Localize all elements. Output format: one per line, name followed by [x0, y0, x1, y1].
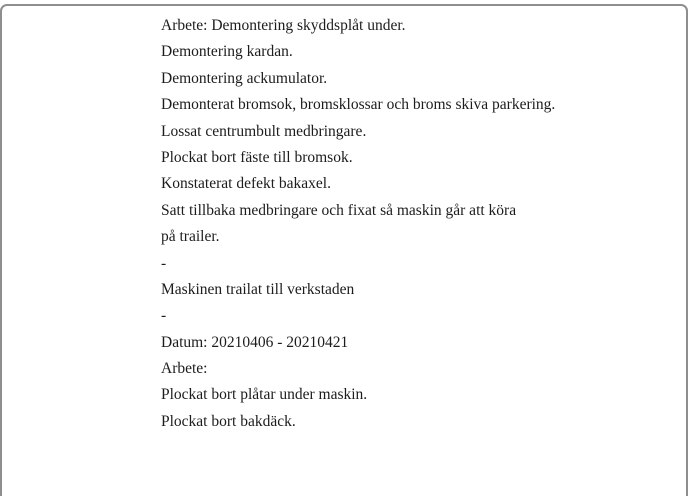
- log-line: Demonterat bromsok, bromsklossar och broms skiva parkering.: [161, 96, 556, 114]
- separator-dash: -: [161, 254, 167, 272]
- log-line: Plockat bort bakdäck.: [161, 412, 296, 430]
- log-line: Satt tillbaka medbringare och fixat så maskin går att köra: [161, 201, 517, 219]
- log-line: Lossat centrumbult medbringare.: [161, 122, 367, 140]
- log-line: Plockat bort plåtar under maskin.: [161, 386, 368, 404]
- date-line: Datum: 20210406 - 20210421: [161, 333, 349, 351]
- log-line: Demontering kardan.: [161, 43, 293, 61]
- log-line: Arbete:: [161, 360, 208, 378]
- log-line: Maskinen trailat till verkstaden: [161, 280, 355, 298]
- log-line: Plockat bort fäste till bromsok.: [161, 148, 353, 166]
- work-log-text: [161, 13, 555, 435]
- log-line: Demontering ackumulator.: [161, 69, 328, 87]
- log-line: på trailer.: [161, 228, 220, 246]
- separator-dash: -: [161, 307, 167, 325]
- log-line: Konstaterat defekt bakaxel.: [161, 175, 331, 193]
- log-line: Arbete: Demontering skyddsplåt under.: [161, 17, 406, 34]
